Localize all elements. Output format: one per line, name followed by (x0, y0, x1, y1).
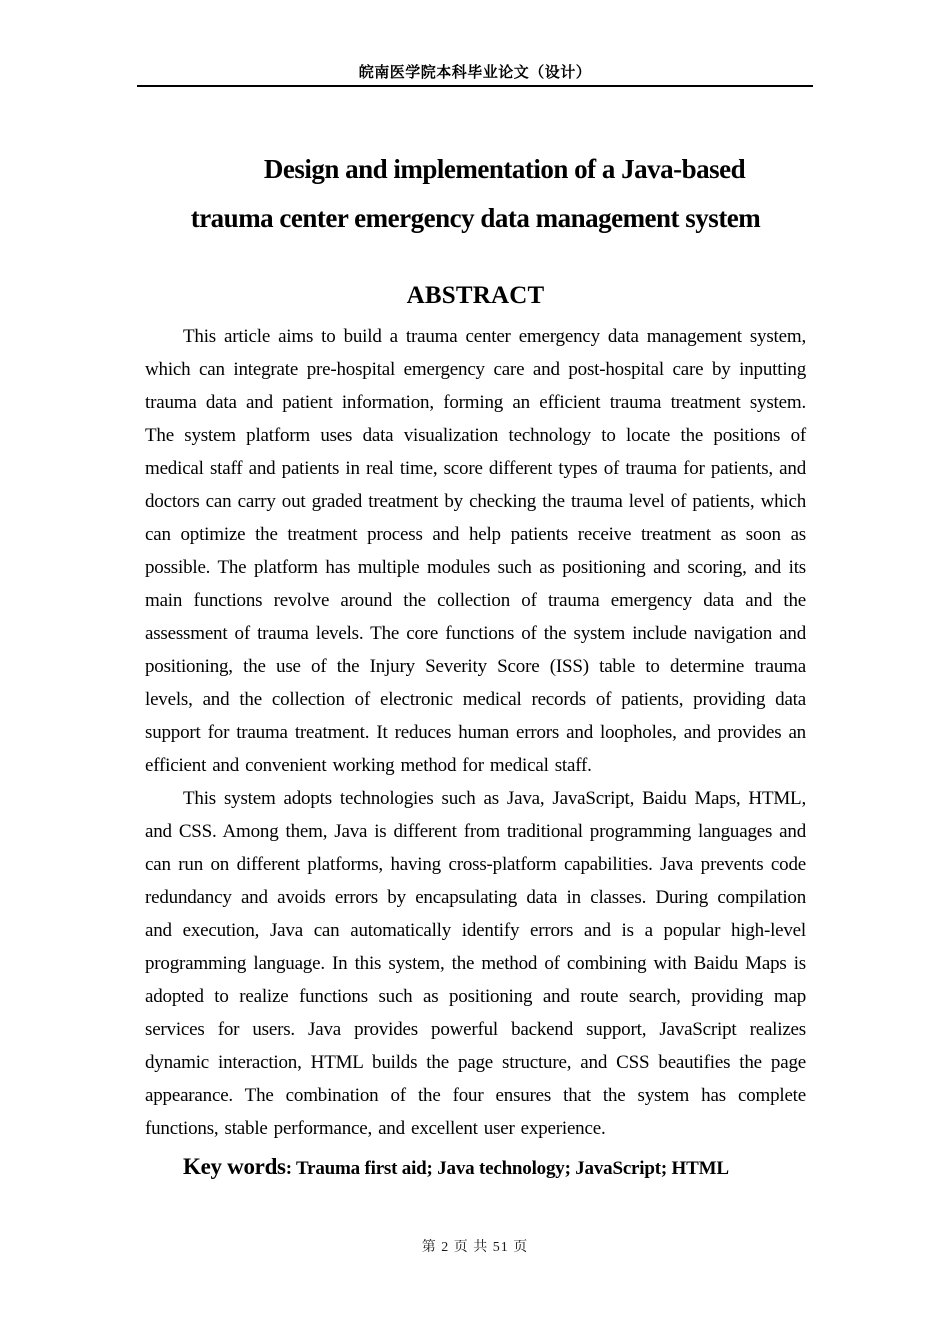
document-title-line1: Design and implementation of a Java-based (263, 154, 746, 184)
abstract-heading: ABSTRACT (406, 282, 545, 309)
header-title: 皖南医学院本科毕业论文（设计） (358, 64, 592, 81)
keywords-line (145, 1149, 806, 1188)
abstract-paragraph-2: This system adopts technologies such as Java, JavaScript, Baidu Maps, HTML, and CSS. Among them, Java is different from traditional programming languages and can run on different platforms, having cross-platform capabilities. Java prevents code redundancy and avoids errors by encapsulating data in classes. During compilation and execution, Java can automatically identify errors and is a popular high-level programming language. In this system, the method of combining with Baidu Maps is adopted to realize functions such as positioning and route search, providing map services for users. Java provides powerful backend support, JavaScript realizes dynamic interaction, HTML builds the page structure, and CSS beautifies the page appearance. The combination of the four ensures that the system has complete functions, stable performance, and excellent user experience. (145, 788, 806, 1139)
document-body (145, 89, 806, 1188)
document-title (145, 145, 806, 243)
page-number: 第 2 页 共 51 页 (421, 1240, 529, 1255)
document-title-line2: trauma center emergency data management system (190, 203, 761, 233)
keywords-label: Key words (183, 1154, 286, 1179)
abstract-paragraph-1: This article aims to build a trauma center emergency data management system, which can integrate pre-hospital emergency care and post-hospital care by inputting trauma data and patient information, forming an efficient trauma treatment system. The system platform uses data visualization technology to locate the positions of medical staff and patients in real time, score different types of trauma for patients, and doctors can carry out graded treatment by checking the trauma level of patients, which can optimize the treatment process and help patients receive treatment as soon as possible. The platform has multiple modules such as positioning and scoring, and its main functions revolve around the collection of trauma emergency data and the assessment of trauma levels. The core functions of the system include navigation and positioning, the use of the Injury Severity Score (ISS) table to determine trauma levels, and the collection of electronic medical records of patients, providing data support for trauma treatment. It reduces human errors and loopholes, and provides an efficient and convenient working method for medical staff. (145, 326, 806, 776)
page-footer (0, 1238, 950, 1258)
keywords-text: : Trauma first aid; Java technology; JavaScript; HTML (285, 1158, 729, 1179)
page-header (137, 0, 813, 87)
